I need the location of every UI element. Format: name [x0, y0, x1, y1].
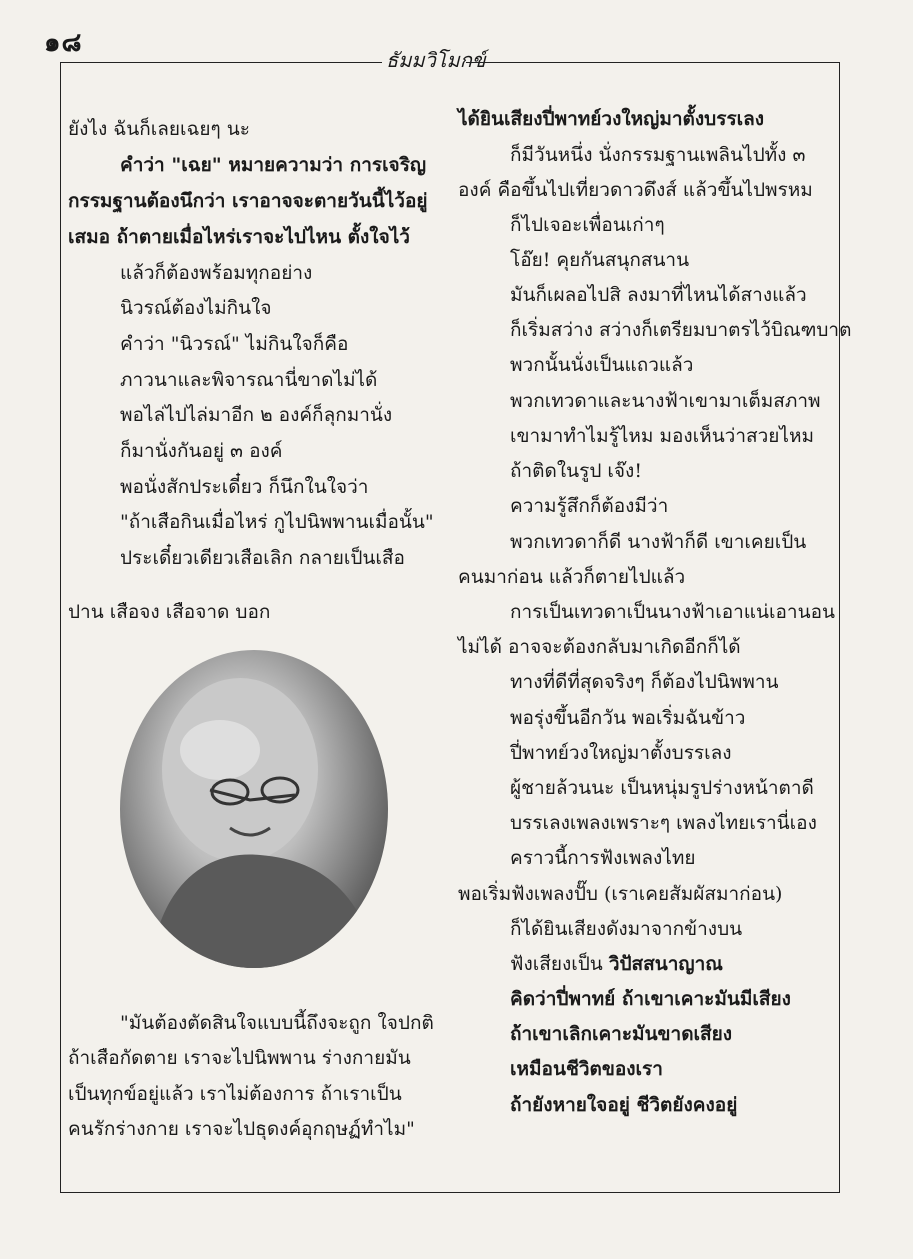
right-column-line [510, 738, 732, 768]
book-title: ธัมมวิโมกข์ [386, 48, 486, 72]
left-column-text: ภาวนาและพิจารณานี่ขาดไม่ได้ [120, 369, 378, 391]
right-column-text: ทางที่ดีที่สุดจริงๆ ก็ต้องไปนิพพาน [510, 671, 779, 693]
left-column-line [120, 507, 434, 537]
right-column-text: ก็ได้ยินเสียงดังมาจากข้างบน [510, 918, 743, 940]
left-column-line [120, 365, 377, 395]
right-column-line [510, 386, 821, 416]
right-column-line [510, 350, 693, 380]
right-column-line [458, 175, 813, 205]
right-column-text: พอเริ่มฟังเพลงปั๊บ (เราเคยสัมผัสมาก่อน) [458, 883, 783, 905]
right-column-line [510, 703, 745, 733]
right-column-line [458, 632, 741, 662]
right-column-text: ปี่พาทย์วงใหญ่มาตั้งบรรเลง [510, 742, 732, 764]
right-column-text: การเป็นเทวดาเป็นนางฟ้าเอาแน่เอานอน [510, 601, 835, 623]
right-column-line [510, 914, 742, 944]
left-column-text: พอไล่ไปไล่มาอีก ๒ องค์ก็ลุกมานั่ง [120, 404, 393, 426]
left-column-text: ยังไง ฉันก็เลยเฉยๆ นะ [68, 118, 250, 140]
right-column-text: ได้ยินเสียงปี่พาทย์วงใหญ่มาตั้งบรรเลง [458, 108, 765, 130]
left-column-line [120, 400, 392, 430]
right-column-text: คนมาก่อน แล้วก็ตายไปแล้ว [458, 566, 686, 588]
left-column-text: ก็มานั่งกันอยู่ ๓ องค์ [120, 440, 283, 462]
right-column-text: คราวนี้การฟังเพลงไทย [510, 847, 696, 869]
right-column-line [510, 773, 814, 803]
page-number: ๑๘ [44, 28, 83, 58]
monk-portrait-image [120, 650, 388, 968]
right-column-line [510, 421, 814, 451]
right-column-line [510, 210, 665, 240]
caption-text: ถ้าเสือกัดตาย เราจะไปนิพพาน ร่างกายมัน [68, 1047, 411, 1069]
right-column-line [510, 984, 791, 1014]
right-column-line [510, 1090, 737, 1120]
left-column-line [120, 543, 405, 573]
right-column-line [510, 315, 851, 345]
right-column-line [510, 491, 668, 521]
right-column-text: พวกเทวดาและนางฟ้าเขามาเต็มสภาพ [510, 390, 821, 412]
right-column-line [510, 527, 806, 557]
right-column-text: ความรู้สึกก็ต้องมีว่า [510, 495, 669, 517]
right-column-bold-tail: วิปัสสนาญาณ [608, 953, 723, 975]
right-column-text: เขามาทำไมรู้ไหม มองเห็นว่าสวยไหม [510, 425, 815, 447]
right-column-text: มันก็เผลอไปสิ ลงมาที่ไหนได้สางแล้ว [510, 284, 807, 306]
caption-text: เป็นทุกข์อยู่แล้ว เราไม่ต้องการ ถ้าเราเป็น [68, 1083, 402, 1105]
right-column-text: ถ้ายังหายใจอยู่ ชีวิตยังคงอยู่ [510, 1094, 738, 1116]
left-column-line [120, 293, 272, 323]
left-column-line [68, 222, 410, 252]
left-column-line [120, 150, 426, 180]
right-column-line [510, 140, 805, 170]
right-column-line [510, 245, 689, 275]
right-column-text: คิดว่าปี่พาทย์ ถ้าเขาเคาะมันมีเสียง [510, 988, 791, 1010]
left-column-text: พอนั่งสักประเดี๋ยว ก็นึกในใจว่า [120, 476, 369, 498]
monk-photo [120, 650, 388, 968]
left-column-text: ประเดี๋ยวเดียวเสือเลิก กลายเป็นเสือ [120, 547, 405, 569]
right-column-line [510, 597, 835, 627]
caption-text: "มันต้องตัดสินใจแบบนี้ถึงจะถูก ใจปกติ [120, 1012, 434, 1034]
left-column-line [120, 329, 348, 359]
left-column-line [120, 258, 312, 288]
caption-line [68, 1114, 415, 1144]
left-column-text: แล้วก็ต้องพร้อมทุกอย่าง [120, 262, 313, 284]
caption-line [68, 1079, 402, 1109]
right-column-text: ไม่ได้ อาจจะต้องกลับมาเกิดอีกก็ได้ [458, 636, 741, 658]
right-column-line [510, 667, 779, 697]
caption-line [120, 1008, 434, 1038]
right-column-line [510, 1054, 663, 1084]
right-column-text: บรรเลงเพลงเพราะๆ เพลงไทยเรานี่เอง [510, 812, 817, 834]
left-column-line [120, 472, 368, 502]
left-column-text: คำว่า "เฉย" หมายความว่า การเจริญ [120, 154, 427, 176]
right-column-line [510, 280, 807, 310]
right-column-text: ก็เริ่มสว่าง สว่างก็เตรียมบาตรไว้บิณฑบาต [510, 319, 852, 341]
right-column-line [510, 456, 642, 486]
left-column-line [68, 186, 428, 216]
right-column-text: ก็มีวันหนึ่ง นั่งกรรมฐานเพลินไปทั้ง ๓ [510, 144, 806, 166]
left-column-text: นิวรณ์ต้องไม่กินใจ [120, 297, 272, 319]
left-column-line [68, 597, 270, 627]
right-column-text: ฟังเสียงเป็น [510, 953, 609, 975]
left-column-line [68, 114, 250, 144]
right-column-text: พอรุ่งขึ้นอีกวัน พอเริ่มฉันข้าว [510, 707, 746, 729]
right-column-line [510, 843, 696, 873]
right-column-text: เหมือนชีวิตของเรา [510, 1058, 663, 1080]
right-column-line [458, 562, 685, 592]
left-column-text: กรรมฐานต้องนึกว่า เราอาจจะตายวันนี้ไว้อยู่ [68, 190, 428, 212]
right-column-text: ถ้าติดในรูป เจ๊ง! [510, 460, 642, 482]
left-column-text: ปาน เสือจง เสือจาด บอก [68, 601, 271, 623]
left-column-line [120, 436, 282, 466]
right-column-text: องค์ คือขึ้นไปเที่ยวดาวดึงส์ แล้วขึ้นไปพรหม [458, 179, 813, 201]
right-column-line [458, 879, 782, 909]
caption-line [68, 1043, 411, 1073]
right-column-line [510, 808, 817, 838]
right-column-line [510, 949, 723, 979]
left-column-text: "ถ้าเสือกินเมื่อไหร่ กูไปนิพพานเมื่อนั้น" [120, 511, 434, 533]
right-column-text: พวกนั้นนั่งเป็นแถวแล้ว [510, 354, 694, 376]
left-column-text: คำว่า "นิวรณ์" ไม่กินใจก็คือ [120, 333, 349, 355]
right-column-text: ผู้ชายล้วนนะ เป็นหนุ่มรูปร่างหน้าตาดี [510, 777, 814, 799]
right-column-line [510, 1019, 732, 1049]
caption-text: คนรักร่างกาย เราจะไปธุดงค์อุกฤษฏ์ทำไม" [68, 1118, 415, 1140]
right-column-text: ถ้าเขาเลิกเคาะมันขาดเสียง [510, 1023, 733, 1045]
right-column-line [458, 104, 764, 134]
right-column-text: ก็ไปเจอะเพื่อนเก่าๆ [510, 214, 665, 236]
right-column-text: โอ๊ย! คุยกันสนุกสนาน [510, 249, 690, 271]
right-column-text: พวกเทวดาก็ดี นางฟ้าก็ดี เขาเคยเป็น [510, 531, 807, 553]
left-column-text: เสมอ ถ้าตายเมื่อไหร่เราจะไปไหน ตั้งใจไว้ [68, 226, 410, 248]
